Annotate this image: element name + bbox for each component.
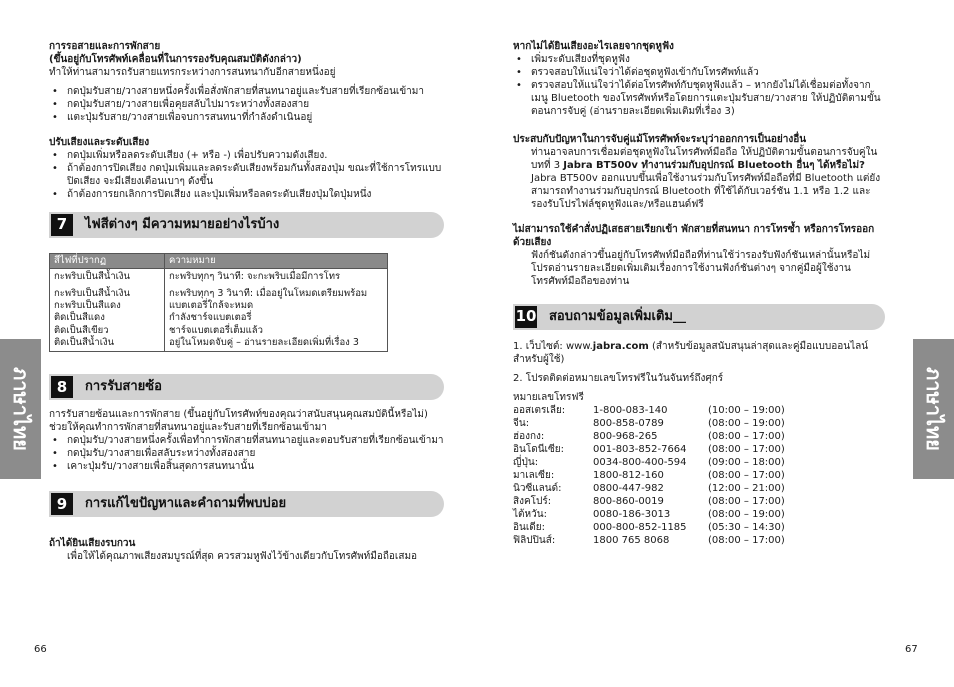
info-item-phone: 2. โปรดติดต่อหมายเลขโทรฟรีในวันจันทร์ถึงศุกร์ [513,373,724,384]
intro-bullet-list [49,85,444,124]
list-item: • กดปุ่มเพิ่มหรือลดระดับเสียง (+ หรือ -) เพื่อปรับความดังเสียง. [49,149,444,162]
list-item: • เพิ่มระดับเสียงที่ชุดหูฟัง [513,53,885,66]
phone-country: จีน: [513,418,530,429]
phone-hours: (12:00 – 21:00) [708,483,785,494]
table-header-light: สีไฟที่ปรากฏ [50,254,165,269]
phone-row [513,417,885,430]
section-8-header [49,374,444,400]
phone-hours: (08:00 – 19:00) [708,418,785,429]
faq-1-bullet-list [513,53,885,118]
phone-row [513,443,885,456]
intro-desc: ทำให้ท่านสามารถรับสายแทรกระหว่างการสนทนากับอีกสายหนึ่งอยู่ [49,67,336,78]
phone-row [513,469,885,482]
section-title: การแก้ไขปัญหาและคำถามที่พบบ่อย [85,495,287,511]
list-item: • เคาะปุ่มรับ/วางสายเพื่อสิ้นสุดการสนทนานั้น [49,460,444,473]
list-item: • กดปุ่มรับ/วางสายหนึ่งครั้งเพื่อทำการพักสายที่สนทนาอยู่และตอบรับสายที่เรียกซ้อนเข้ามา [49,434,444,447]
section-8-desc: การรับสายซ้อนและการพักสาย (ขึ้นอยู่กับโทรศัพท์ของคุณว่าสนับสนุนคุณสมบัตินี้หรือไม่) [49,409,428,421]
list-item: • กดปุ่มรับสาย/วางสายเพื่อคุยสลับไปมาระหว่างทั้งสองสาย [49,98,444,111]
phone-country: ไต้หวัน: [513,509,547,520]
phone-hours: (08:00 – 17:00) [708,496,785,507]
faq-question: หากไม่ได้ยินเสียงอะไรเลยจากชุดหูฟัง [513,41,674,52]
phone-country: มาเลเซีย: [513,470,555,481]
phone-row [513,404,885,417]
volume-heading: ปรับเสียงและระดับเสียง [49,137,150,148]
intro-heading: การรอสายและการพักสาย [49,41,161,52]
list-item: • ตรวจสอบให้แน่ใจว่าได้ต่อโทรศัพท์กับชุดหูฟังแล้ว – หากยังไม่ได้เชื่อมต่อทั้งจากเมนู Bluetooth ของโทรศัพท์หรือโดยการแตะปุ่มรับสาย/วางสาย ให้ปฏิบัติตามขั้นตอนการจับคู่ (อ่านรายละเอียดเพิ่มเติมที่เรื่อง 3) [513,79,885,118]
list-item: • กดปุ่มรับ/วางสายเพื่อสลับระหว่างทั้งสองสาย [49,447,444,460]
right-page [477,0,954,687]
phone-row [513,456,885,469]
phone-hours: (05:30 – 14:30) [708,522,785,533]
phone-country: ฮ่องกง: [513,431,545,442]
section-9-header [49,491,444,517]
faq-answer: Jabra BT500v ออกแบบขึ้นเพื่อใช้งานร่วมกับโทรศัพท์มือถือที่มี Bluetooth แต่ยังสามารถทำงานร่วมกับอุปกรณ์ Bluetooth ที่ใช้ได้กับเวอร์ชัน 1.1 หรือ 1.2 และรองรับโปรไฟล์ชุดหูฟังและ/หรือแฮนด์ฟรี [531,173,881,210]
faq-answer-bold: Jabra BT500v ทำงานร่วมกับอุปกรณ์ Bluetooth อื่นๆ ได้หรือไม่? [563,160,865,171]
phone-row [513,508,885,521]
list-item: • ตรวจสอบให้แน่ใจว่าได้ต่อชุดหูฟังเข้ากับโทรศัพท์แล้ว [513,66,885,79]
intro-subheading: (ขึ้นอยู่กับโทรศัพท์เคลื่อนที่ในการรองรับคุณสมบัติดังกล่าว) [49,54,302,65]
phone-country: ออสเตรเลีย: [513,405,566,416]
phone-country: สิงคโปร์: [513,496,552,507]
website-link[interactable]: jabra.com [592,341,649,352]
phone-country: ญี่ปุ่น: [513,457,539,468]
section-number: 7 [51,214,73,236]
phone-row [513,482,885,495]
phone-number: 800-968-265 [593,431,658,442]
language-side-tab [0,339,41,479]
page-number: 67 [905,644,918,655]
phone-hours: (08:00 – 17:00) [708,535,785,546]
phone-list [513,404,885,547]
faq-question: ประสบกับปัญหาในการจับคู่แม้โทรศัพท์จะระบุว่าออกการเป็นอย่างอื่น [513,134,807,145]
phone-heading: หมายเลขโทรฟรี [513,392,584,403]
table-cell: กะพริบเป็นสีน้ำเงิน กะพริบเป็นสีน้ำเงิน กะพริบเป็นสีแดง ติดเป็นสีแดง ติดเป็นสีเขียว ติดเป็นสีน้ำเงิน [50,269,165,352]
phone-number: 1-800-083-140 [593,405,668,416]
volume-bullet-list [49,149,444,201]
table-header-meaning: ความหมาย [165,254,388,269]
phone-number: 800-858-0789 [593,418,664,429]
list-item: • ถ้าต้องการปิดเสียง กดปุ่มเพิ่มและลดระดับเสียงพร้อมกันทั้งสองปุ่ม ขณะที่ใช้การโทรแบบปิดเสียง จะมีเสียงเตือนเบาๆ ดังขึ้น [49,162,444,188]
section-8-desc2: ช่วยให้คุณทำการพักสายที่สนทนาอยู่และรับสายที่เรียกซ้อนเข้ามา [49,422,327,434]
phone-number: 0080-186-3013 [593,509,671,520]
faq-answer: เพื่อให้ได้คุณภาพเสียงสมบูรณ์ที่สุด ควรสวมหูฟังไว้ข้างเดียวกับโทรศัพท์มือถือเสมอ [67,551,418,563]
faq-question: ถ้าได้ยินเสียงรบกวน [49,538,136,550]
phone-number: 1800-812-160 [593,470,664,481]
phone-row [513,534,885,547]
phone-number: 0800-447-982 [593,483,664,494]
info-item-website: 1. เว็บไซต์: www.jabra.com (สำหรับข้อมูลสนับสนุนล่าสุดและคู่มือแบบออนไลน์สำหรับผู้ใช้) [513,341,869,365]
phone-hours: (10:00 – 19:00) [708,405,785,416]
phone-number: 800-860-0019 [593,496,664,507]
section-8-bullet-list [49,434,444,473]
faq-answer: ท่านอาจลบการเชื่อมต่อชุดหูฟังในโทรศัพท์มือถือ ให้ปฏิบัติตามขั้นตอนการจับคู่ในบทที่ 3 [531,147,878,171]
left-column [49,40,444,563]
phone-row [513,521,885,534]
section-10-header [513,304,885,330]
phone-hours: (09:00 – 18:00) [708,457,785,468]
phone-number: 000-800-852-1185 [593,522,687,533]
table-cell: กะพริบทุกๆ วินาที: จะกะพริบเมื่อมีการโทร กะพริบทุกๆ 3 วินาที: เมื่ออยู่ในโหมดเตรียมพร้อม แบตเตอรี่ใกล้จะหมด กำลังชาร์จแบตเตอรี่ ชาร์จแบตเตอรี่เต็มแล้ว อยู่ในโหมดจับคู่ – อ่านรายละเอียดเพิ่มที่เรื่อง 3 [165,269,388,352]
phone-country: อินโดนีเซีย: [513,444,564,455]
phone-country: นิวซีแลนด์: [513,483,562,494]
phone-number: 0034-800-400-594 [593,457,687,468]
phone-number: 1800 765 8068 [593,535,670,546]
section-number: 10 [515,306,537,328]
section-title: สอบถามข้อมูลเพิ่มเติม__ [549,308,687,324]
section-title: ไฟสีต่างๆ มีความหมายอย่างไรบ้าง [85,216,280,232]
section-number: 9 [51,493,73,515]
light-meaning-table [49,253,388,352]
page-number: 66 [34,644,47,655]
section-number: 8 [51,376,73,398]
phone-country: ฟิลิปปินส์: [513,535,556,546]
table-row [50,269,388,352]
phone-row [513,495,885,508]
right-column [513,40,885,547]
phone-hours: (08:00 – 17:00) [708,444,785,455]
side-tab-label: ภาษาไทย [8,367,33,451]
phone-row [513,430,885,443]
side-tab-label: ภาษาไทย [921,367,946,451]
list-item: • ถ้าต้องการยกเลิกการปิดเสียง และปุ่มเพิ่มหรือลดระดับเสียงปุ่มใดปุ่มหนึ่ง [49,188,444,201]
phone-hours: (08:00 – 17:00) [708,470,785,481]
faq-question: ไม่สามารถใช้คำสั่งปฏิเสธสายเรียกเข้า พักสายที่สนทนา การโทรซ้ำ หรือการโทรออกด้วยเสียง [513,224,875,248]
section-7-header [49,212,444,238]
language-side-tab [913,339,954,479]
phone-hours: (08:00 – 17:00) [708,431,785,442]
phone-hours: (08:00 – 19:00) [708,509,785,520]
list-item: • กดปุ่มรับสาย/วางสายหนึ่งครั้งเพื่อสั่งพักสายที่สนทนาอยู่และรับสายที่เรียกซ้อนเข้ามา [49,85,444,98]
list-item: • แตะปุ่มรับสาย/วางสายเพื่อจบการสนทนาที่กำลังดำเนินอยู่ [49,111,444,124]
phone-country: อินเดีย: [513,522,545,533]
section-title: การรับสายซ้อ [85,378,162,394]
phone-number: 001-803-852-7664 [593,444,687,455]
faq-answer: ฟังก์ชันดังกล่าวขึ้นอยู่กับโทรศัพท์มือถือที่ท่านใช้ว่ารองรับฟังก์ชันเหล่านั้นหรือไม่ โปรดอ่านรายละเอียดเพิ่มเติมเรื่องการใช้งานฟังก์ชันต่างๆ จากคู่มือผู้ใช้งานโทรศัพท์มือถือของท่าน [531,250,871,287]
